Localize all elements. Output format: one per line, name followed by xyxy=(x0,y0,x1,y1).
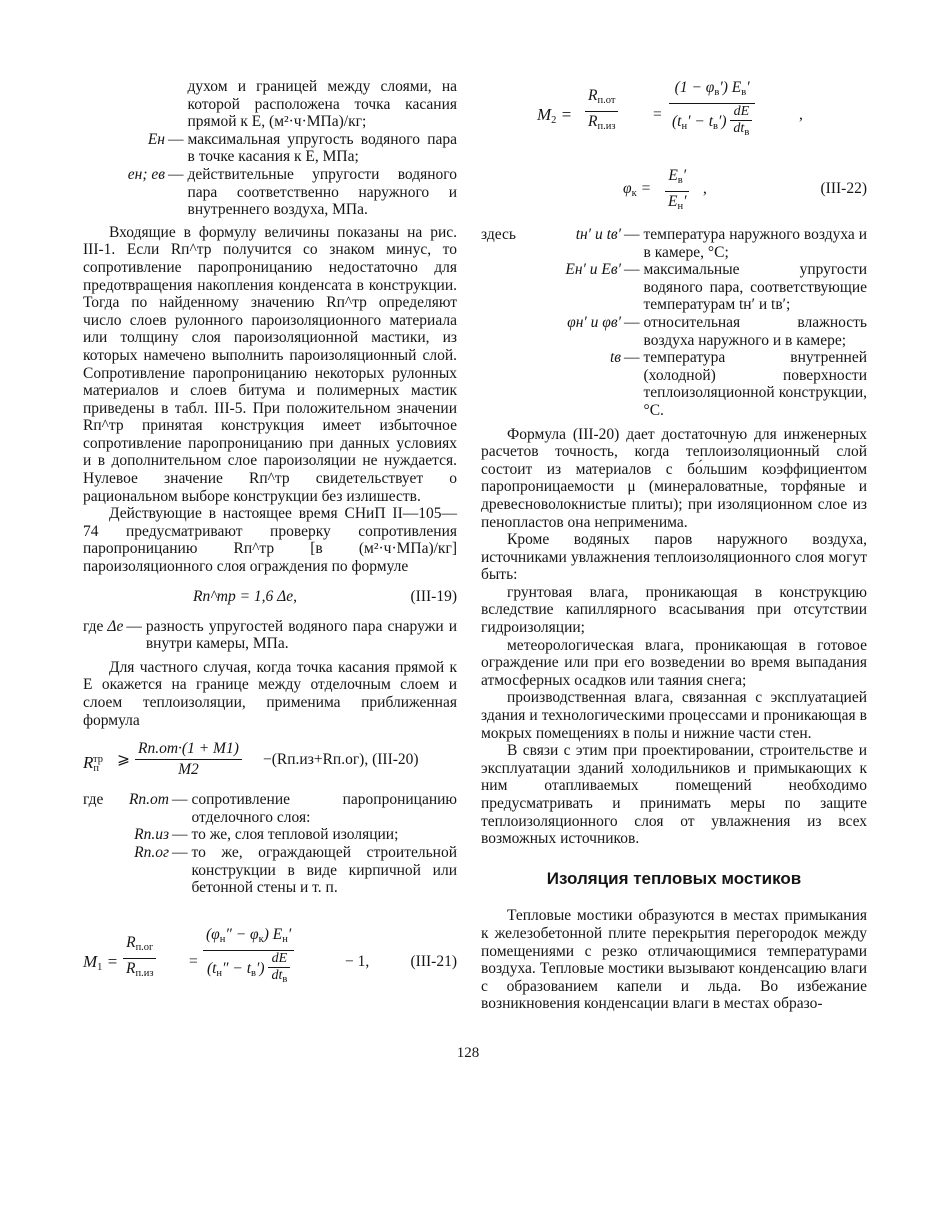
definition-item: где Rп.от — сопротивление паропроницанию отделочного слоя: xyxy=(83,791,457,826)
definition-item: Rп.ог — то же, ограждающей строительной конструкции в виде кирпичной или бетонной стены и т. п. xyxy=(134,843,457,897)
equation-iii-19: Rп^тр = 1,6 Δe, (III-19) xyxy=(193,587,457,605)
paragraph-input-values: Входящие в формулу величины показаны на рис. III-1. Если Rп^тр получится со знаком минус, то сопротивление паропроницанию недостаточно для предотвращения накопления конденсата в конструкции. Тогда по найденному значению Rп^тр определяют число слоев рулонного пароизоляционного материала или толщину слоя пароизоляционной мастики, из которых намечено выполнить пароизоляционный слой. Сопротивление паропроницанию некоторых рулонных материалов и слоев битума и полимерных мастик приведены в табл. III-5. При положительном значении Rп^тр принятая конструкция имеет избыточное сопротивление паропроницанию при данных условиях и в дополнительном слое пароизоляции не нуждается. Нулевое значение Rп^тр свидетельствует о рациональном выборе конструкции без излишеств. xyxy=(83,223,457,505)
paragraph-snip-check: Действующие в настоящее время СНиП II—105—74 предусматривают проверку сопротивления паропроницанию Rп^тр [в (м²·ч·МПа)/кг] пароизоляционного слоя ограждения по формуле xyxy=(83,505,457,576)
paragraph-protection-measures: В связи с этим при проектировании, строительстве и эксплуатации зданий холодильников и примыкающих к ним отапливаемых помещений необходимо предусматривать и принимать меры по защите теплоизоляционного слоя от увлажнения из всех возможных источников. xyxy=(481,742,867,848)
page-number: 128 xyxy=(456,1045,480,1061)
paragraph-ground-moisture: грунтовая влага, проникающая в конструкцию вследствие капиллярного всасывания при отсутствии гидроизоляции; xyxy=(481,583,867,637)
paragraph-production-moisture: производственная влага, связанная с эксплуатацией здания и технологическими процессами и проникающая в мокрых помещениях в полы и нижние части стен. xyxy=(481,689,867,742)
paragraph-meteorological-moisture: метеорологическая влага, проникающая в готовое ограждение или при его возведении во время выпадания атмосферных осадков или таяния снега; xyxy=(481,636,867,689)
definition-item: Eн — максимальная упругость водяного пара в точке касания к E, МПа; xyxy=(147,130,457,166)
equation-iii-20: $R_п^{тр}$ ⩾ Rп.от·(1 + M1) M2 −(Rп.из+Rп.ог), (III-20) xyxy=(83,740,419,779)
definition-item: eн; eв — действительные упругости водяного пара соответственно наружного и внутреннего воздуха, МПа. xyxy=(127,165,457,219)
definition-item: φн′ и φв′ — относительная влажность воздуха наружного и в камере; xyxy=(567,313,867,349)
equation-iii-22: $\varphi_к$ = $E_в'$ $E_н'$ , (III-22) xyxy=(481,166,867,218)
fraction: $R_{п.ог}$ $R_{п.из}$ xyxy=(123,933,156,984)
definition-item: Eн′ и Eв′ — максимальные упругости водяного пара, соответствующие температурам tн′ и tв′; xyxy=(565,261,867,314)
fraction: Rп.от·(1 + M1) M2 xyxy=(135,739,242,780)
right-column xyxy=(481,78,867,1013)
definition-delta-e: где Δe — разность упругостей водяного пара снаружи и внутри камеры, МПа. xyxy=(83,617,457,653)
definitions-eq20 xyxy=(83,791,457,897)
paragraph-special-case: Для частного случая, когда точка касания прямой к E окажется на границе между отделочным слоем и слоем теплоизоляции, применима приближенная формула xyxy=(83,658,457,729)
definition-item: Rп.из — то же, слоя тепловой изоляции; xyxy=(134,826,399,844)
definition-item: здесь tн′ и tв′ — температура наружного воздуха и в камере, °C; xyxy=(481,226,867,261)
fraction: $E_в'$ $E_н'$ xyxy=(665,166,689,217)
fraction: $(\varphi_н'' - \varphi_к)$ $E_н'$ $(t_н'' - t_в')$ $\frac{dE}{dt_в}$ xyxy=(203,925,294,988)
definition-item: духом и границей между слоями, на которой расположена точка касания прямой к E, (м²·ч·МПа)/кг; xyxy=(187,78,457,131)
paragraph-thermal-bridges: Тепловые мостики образуются в местах примыкания к железобетонной плите перекрытия перегородок между помещениями с резко отличающимися температурами воздуха. Тепловые мостики вызывают конденсацию влаги с образованием капели и льда. Во избежание возникновения конденсации влаги в местах образо- xyxy=(481,907,867,1013)
paragraph-moisture-sources: Кроме водяных паров наружного воздуха, источниками увлажнения теплоизоляционного слоя могут быть: xyxy=(481,531,867,584)
section-heading: Изоляция тепловых мостиков xyxy=(546,868,802,888)
definitions-top xyxy=(83,78,457,219)
fraction: $(1 - \varphi_в')$ $E_в'$ $(t_н' - t_в')$ $\frac{dE}{dt_в}$ xyxy=(669,78,755,141)
definition-item: tв — температура внутренней (холодной) поверхности теплоизоляционной конструкции, °C. xyxy=(609,349,867,419)
definitions-eq22 xyxy=(481,226,867,420)
equation-iii-21: $M_1$ = $R_{п.ог}$ $R_{п.из}$ = $(\varphi_н'' - \varphi_к)$ $E_н'$ $(t_н'' - t_в')$ $\frac{dE}{dt_в}$ − 1, (III-21) xyxy=(83,925,457,999)
fraction: $R_{п.от}$ $R_{п.из}$ xyxy=(585,86,618,137)
paragraph-formula-accuracy: Формула (III-20) дает достаточную для инженерных расчетов точность, когда теплоизоляционный слой состоит из материалов с бо́льшим коэффициентом паропроницаемости μ (минераловатные, торфяные и древесноволокнистые плиты); при изоляционном слое из пенопластов она неприменима. xyxy=(481,425,867,531)
left-column xyxy=(83,78,457,999)
equation-m2: $M_2$ = $R_{п.от}$ $R_{п.из}$ = $(1 - \varphi_в')$ $E_в'$ $(t_н' - t_в')$ $\frac{dE}{dt_в}$ , xyxy=(481,78,867,160)
